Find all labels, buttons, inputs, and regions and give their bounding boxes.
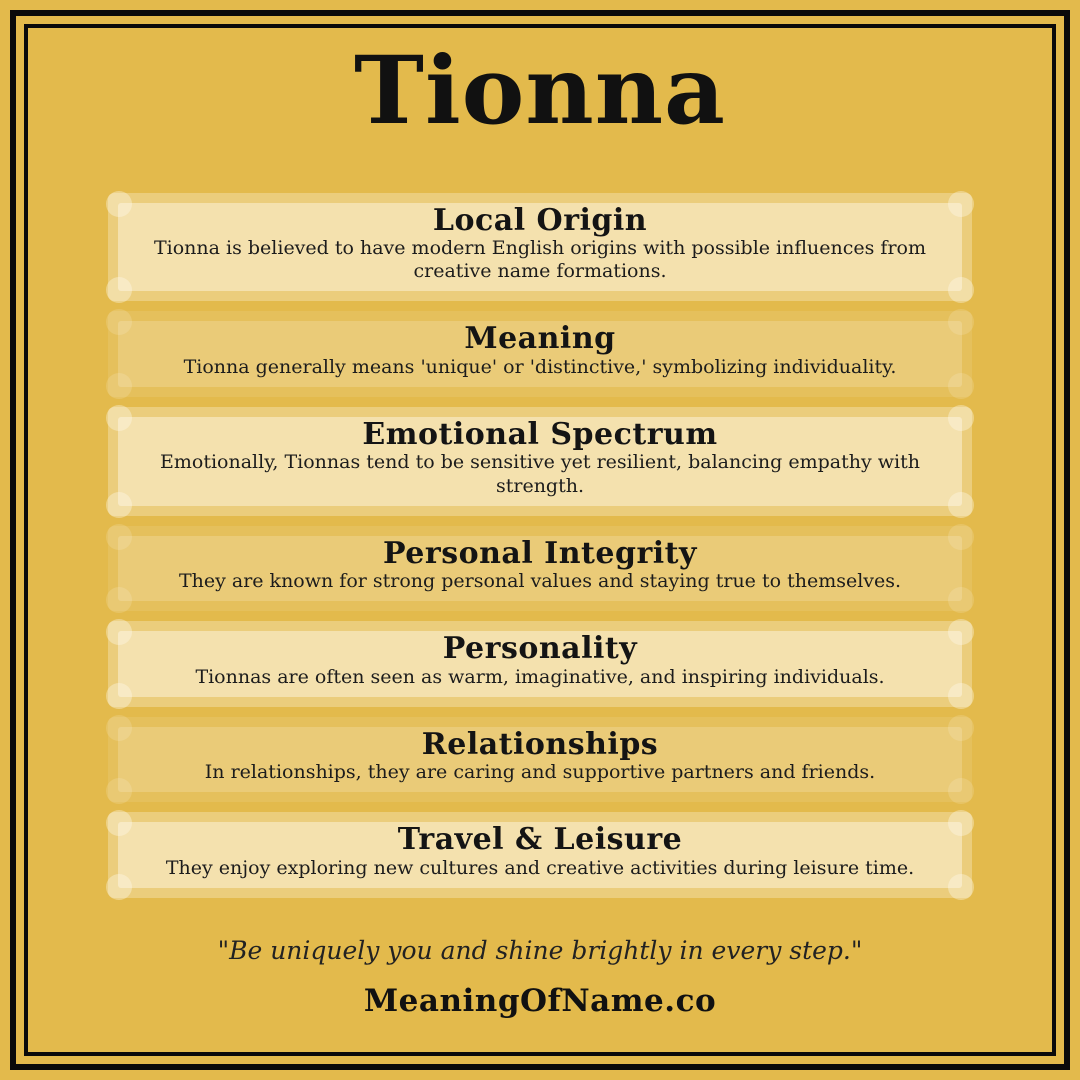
section-content — [118, 203, 962, 292]
corner-rivet — [948, 619, 974, 645]
corner-rivet — [948, 405, 974, 431]
section-banner-relationships — [108, 717, 972, 803]
corner-rivet — [106, 277, 132, 303]
page-title: Tionna — [354, 36, 726, 146]
section-banner-travel-leisure — [108, 812, 972, 898]
corner-rivet — [106, 492, 132, 518]
section-heading: Personal Integrity — [383, 535, 697, 571]
section-heading: Meaning — [464, 321, 616, 357]
corner-rivet — [106, 683, 132, 709]
section-content — [118, 321, 962, 387]
corner-rivet — [106, 524, 132, 550]
section-banner-personal-integrity — [108, 526, 972, 612]
section-content — [118, 536, 962, 602]
corner-rivet — [948, 373, 974, 399]
corner-rivet — [948, 683, 974, 709]
section-body: They are known for strong personal values and staying true to themselves. — [178, 570, 902, 593]
section-body: In relationships, they are caring and supportive partners and friends. — [204, 761, 876, 784]
corner-rivet — [948, 524, 974, 550]
corner-rivet — [948, 191, 974, 217]
section-body: They enjoy exploring new cultures and creative activities during leisure time. — [165, 856, 915, 879]
motto-quote: "Be uniquely you and shine brightly in every step." — [217, 935, 863, 965]
section-content — [118, 727, 962, 793]
section-content — [118, 417, 962, 506]
corner-rivet — [948, 277, 974, 303]
corner-rivet — [948, 492, 974, 518]
section-content — [118, 631, 962, 697]
section-heading: Travel & Leisure — [397, 822, 683, 858]
corner-rivet — [106, 778, 132, 804]
corner-rivet — [106, 191, 132, 217]
section-banner-meaning — [108, 311, 972, 397]
section-banner-local-origin — [108, 193, 972, 302]
corner-rivet — [948, 309, 974, 335]
section-content — [118, 822, 962, 888]
corner-rivet — [106, 587, 132, 613]
section-body: Emotionally, Tionnas tend to be sensitive yet resilient, balancing empathy with strength. — [160, 451, 920, 497]
section-body: Tionna generally means 'unique' or 'distinctive,' symbolizing individuality. — [183, 355, 897, 378]
corner-rivet — [948, 810, 974, 836]
corner-rivet — [106, 715, 132, 741]
poster-content — [28, 28, 1052, 1052]
section-heading: Local Origin — [432, 202, 648, 238]
corner-rivet — [948, 587, 974, 613]
section-heading: Emotional Spectrum — [362, 416, 718, 452]
sections-list — [108, 193, 972, 898]
corner-rivet — [106, 874, 132, 900]
section-heading: Personality — [442, 631, 638, 667]
section-banner-personality — [108, 621, 972, 707]
corner-rivet — [948, 778, 974, 804]
corner-rivet — [106, 373, 132, 399]
corner-rivet — [948, 715, 974, 741]
section-banner-emotional-spectrum — [108, 407, 972, 516]
brand-name: MeaningOfName.co — [363, 982, 717, 1019]
section-body: Tionna is believed to have modern English origins with possible influences from creative name formations. — [153, 237, 926, 283]
corner-rivet — [948, 874, 974, 900]
corner-rivet — [106, 405, 132, 431]
section-heading: Relationships — [421, 726, 659, 762]
section-body: Tionnas are often seen as warm, imaginative, and inspiring individuals. — [195, 665, 885, 688]
